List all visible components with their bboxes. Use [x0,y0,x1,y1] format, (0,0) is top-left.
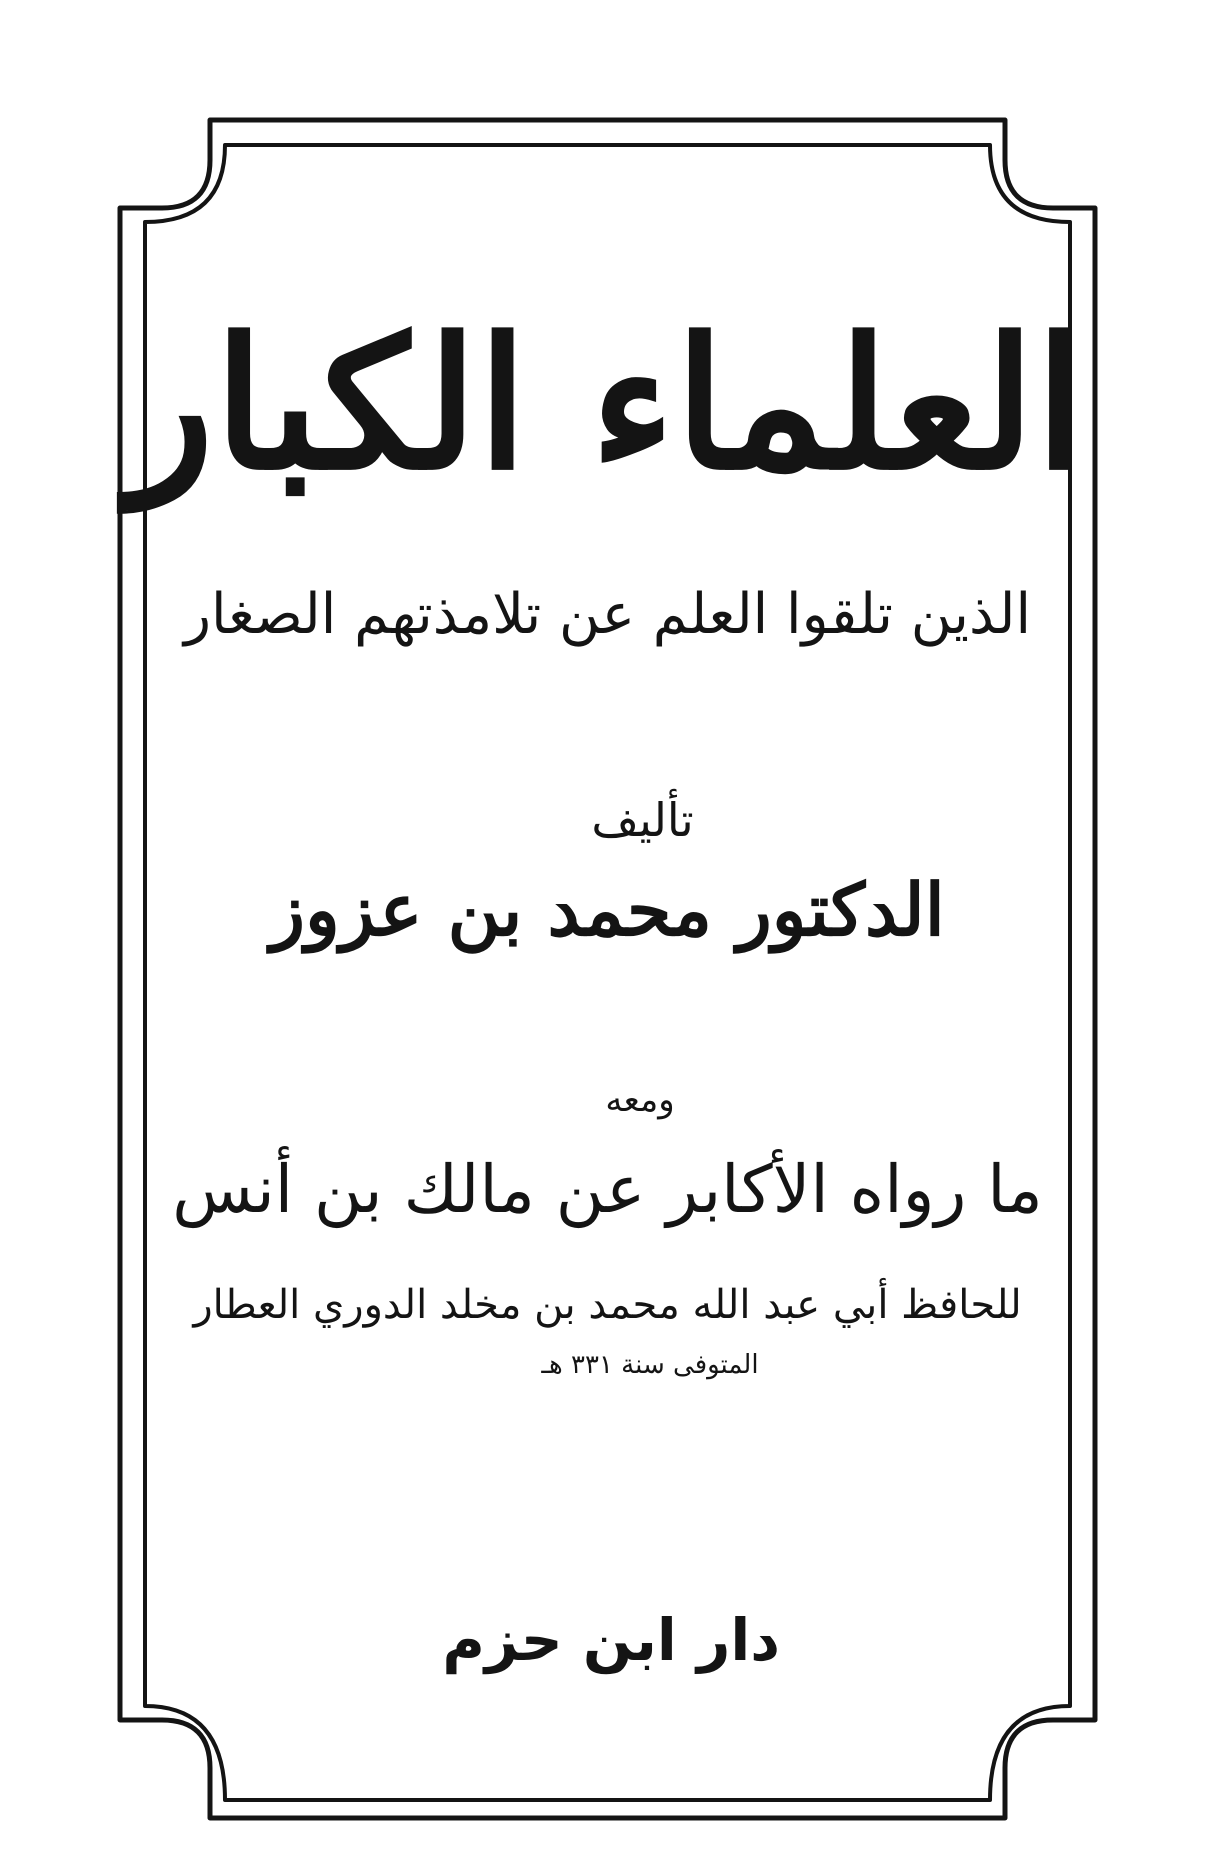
author-name: الدكتور محمد بن عزوز [270,867,945,952]
book-title: العلماء الكبار [127,299,1085,510]
with-it-label: ومعه [605,1080,675,1120]
authored-by-label: تأليف [591,793,694,847]
death-date: المتوفى سنة ٣٣١ هـ [541,1350,759,1380]
book-subtitle: الذين تلقوا العلم عن تلامذتهم الصغار [183,582,1032,647]
second-work-title: ما رواه الأكابر عن مالك بن أنس [172,1151,1043,1228]
second-work-author: للحافظ أبي عبد الله محمد بن مخلد الدوري العطار [193,1282,1022,1328]
publisher-name: دار ابن حزم [442,1606,780,1674]
